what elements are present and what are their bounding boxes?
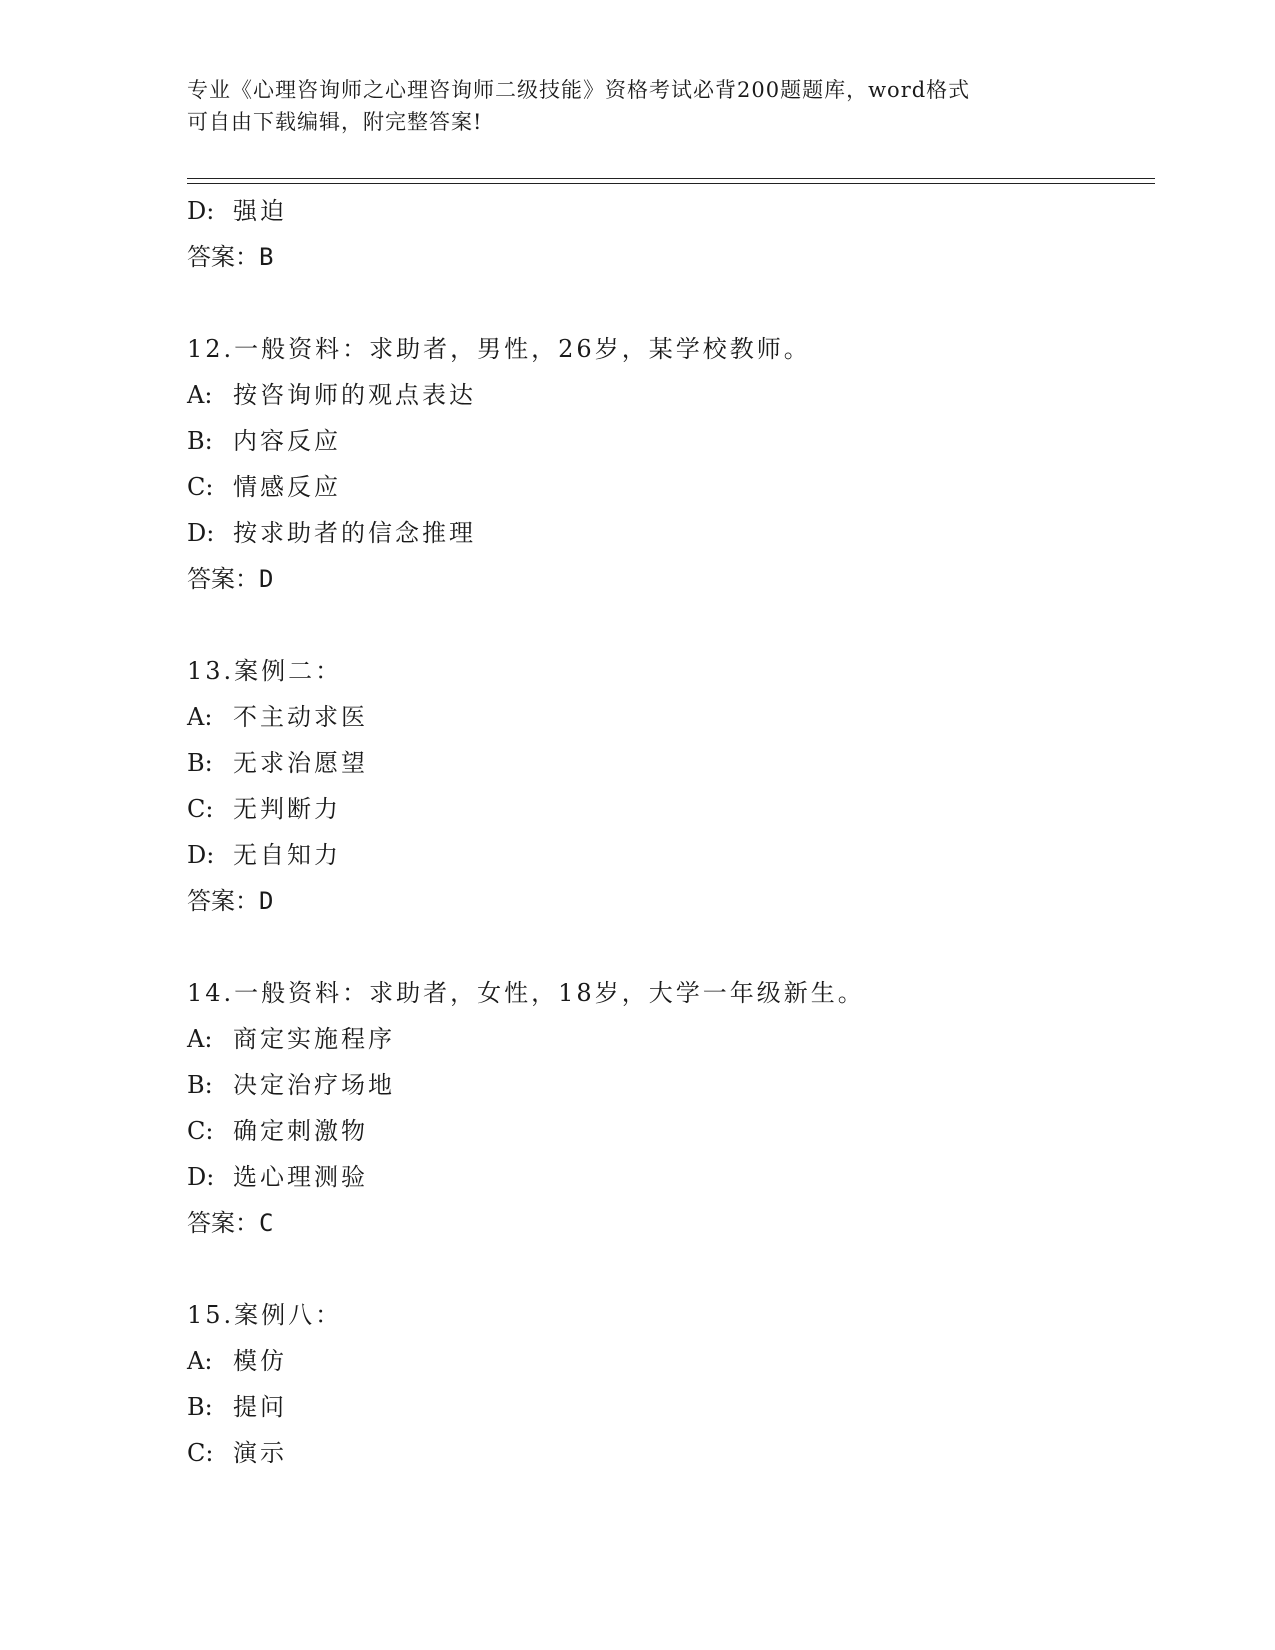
spacer (187, 280, 1147, 326)
option-label: B: (187, 749, 213, 777)
option-text: 按咨询师的观点表达 (233, 381, 476, 409)
option-text: 选心理测验 (233, 1163, 368, 1191)
option-text: 不主动求医 (233, 703, 368, 731)
option-text: 情感反应 (233, 473, 341, 501)
question-title: 13.案例二： (187, 657, 343, 685)
option-label: B: (187, 427, 213, 455)
spacer (187, 924, 1147, 970)
header-title-line-1: 专业《心理咨询师之心理咨询师二级技能》资格考试必背200题题库，word格式 (187, 78, 971, 102)
option-label: C: (187, 795, 214, 823)
option-label: D: (187, 841, 215, 869)
question-title: 15.案例八： (187, 1301, 343, 1329)
option-text: 商定实施程序 (233, 1025, 395, 1053)
option-text: 无自知力 (233, 841, 341, 869)
option-a (187, 694, 1147, 740)
option-a (187, 1338, 1147, 1384)
option-text: 内容反应 (233, 427, 341, 455)
question-title: 12.一般资料：求助者，男性，26岁，某学校教师。 (187, 335, 811, 363)
option-label: B: (187, 1071, 213, 1099)
option-b (187, 1384, 1147, 1430)
option-label: A: (187, 381, 213, 409)
option-text: 强迫 (233, 197, 287, 225)
option-text: 演示 (233, 1439, 287, 1467)
spacer (187, 602, 1147, 648)
option-label: D: (187, 197, 215, 225)
option-b (187, 418, 1147, 464)
option-a (187, 1016, 1147, 1062)
option-b (187, 1062, 1147, 1108)
option-text: 无判断力 (233, 795, 341, 823)
header-divider-bottom (187, 183, 1155, 184)
option-text: 无求治愿望 (233, 749, 368, 777)
option-d (187, 510, 1147, 556)
option-c (187, 786, 1147, 832)
question-title: 14.一般资料：求助者，女性，18岁，大学一年级新生。 (187, 979, 865, 1007)
option-text: 模仿 (233, 1347, 287, 1375)
option-label: D: (187, 1163, 215, 1191)
option-c (187, 1108, 1147, 1154)
option-label: B: (187, 1393, 213, 1421)
option-c (187, 1430, 1147, 1476)
option-d (187, 188, 1147, 234)
question-list (187, 188, 1147, 1476)
option-text: 提问 (233, 1393, 287, 1421)
option-d (187, 832, 1147, 878)
option-text: 决定治疗场地 (233, 1071, 395, 1099)
option-label: D: (187, 519, 215, 547)
option-label: A: (187, 1347, 213, 1375)
option-text: 确定刺激物 (233, 1117, 368, 1145)
option-a (187, 372, 1147, 418)
option-label: C: (187, 1439, 214, 1467)
header-divider-top (187, 178, 1155, 179)
answer-line: 答案：B (187, 243, 274, 271)
answer-line: 答案：D (187, 565, 274, 593)
document-header (187, 74, 1067, 138)
option-label: A: (187, 703, 213, 731)
option-d (187, 1154, 1147, 1200)
answer-line: 答案：D (187, 887, 274, 915)
option-b (187, 740, 1147, 786)
option-label: C: (187, 1117, 214, 1145)
option-label: C: (187, 473, 214, 501)
option-label: A: (187, 1025, 213, 1053)
option-c (187, 464, 1147, 510)
spacer (187, 1246, 1147, 1292)
answer-line: 答案：C (187, 1209, 274, 1237)
header-title-line-2: 可自由下载编辑，附完整答案! (187, 110, 483, 134)
option-text: 按求助者的信念推理 (233, 519, 476, 547)
